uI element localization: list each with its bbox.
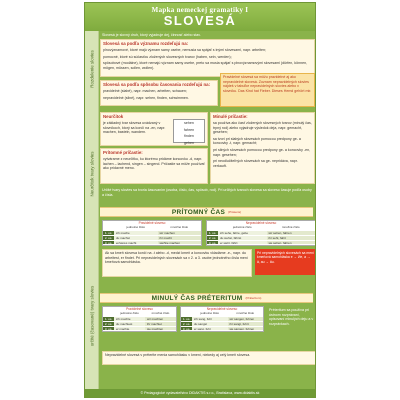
person-cell: 3. os.	[104, 240, 113, 245]
conjugation-cell: du sangst	[192, 322, 228, 326]
past-subtitle: (Präteritum)	[245, 296, 262, 300]
present-participle-heading: Prítomné príčastie:	[103, 150, 143, 155]
conjugation-cell: ihr sangt, fuhrt	[228, 322, 264, 326]
person-cell: 2. os.	[182, 321, 191, 326]
side-label-top: Rozdelenie slovies	[85, 31, 99, 106]
conjugation-cell: er sieht, fährt	[218, 241, 267, 245]
conjugation-cell: er machte	[114, 327, 145, 331]
infinitive-box	[100, 112, 208, 146]
present-regular-table: Pravidelné sloveso jednotné číslo množné číslo 1. os. ich mache wir machen 2. os. du machst ihr macht 3. os. er/sie/es macht sie/Sie machen	[102, 220, 202, 246]
present-irregular-table: Nepravidelné sloveso jednotné číslo množné číslo 1. os. ich sehe, fahre, gebe wir sehen, fahren 2. os. du siehst, fährst ihr seht, fahrt 3. os. er sieht, fährt sie sehen, fahren	[206, 220, 316, 246]
meaning-box	[100, 39, 315, 77]
person-cell: 3. os.	[182, 326, 191, 331]
conjugation-cell: ihr macht	[158, 236, 202, 240]
person-cell: 1. os.	[104, 317, 113, 321]
table-row	[207, 230, 315, 235]
past-participle-item: sa tvorí pri slabých slovesách pomocou predpony ge- a koncovky -t, napr. gemacht;	[213, 136, 301, 146]
past-participle-heading: Minulé príčastie:	[213, 114, 248, 119]
conjugation-heading: Slovesá sa podľa spôsobu časovania rozdeľujú na:	[103, 82, 211, 87]
conjugation-cell: ihr seht, fahrt	[267, 236, 316, 240]
present-participle-text: vytvárame z neurčitku, ku ktorému pridáme koncovku -d, napr. lachen – lachend, singen – singend. Príčastie sa môže používať ako prídavné meno.	[103, 157, 205, 171]
conjugation-cell: du siehst, fährst	[218, 236, 267, 240]
infinitive-examples: sehen fahren finden gehen	[173, 119, 205, 143]
conjugation-cell: sie sangen, fuhren	[228, 327, 264, 331]
person-cell: 1. os.	[104, 231, 113, 235]
conjugation-cell: sie sehen, fahren	[267, 241, 316, 245]
meaning-item: plnovýznamové, ktoré majú význam samy osebe, nemusia sa spájať s inými slovesami, napr. arbeiten;	[103, 48, 266, 52]
present-participle-box	[100, 148, 208, 184]
person-cell: 3. os.	[104, 326, 113, 331]
past-participle-item: pri neodlučiteľných slovesách sa ge- nepridáva, napr. verkauft.	[213, 159, 298, 168]
person-cell: 2. os.	[104, 235, 113, 240]
intro-text: Slovesá je slovný druh, ktorý vyjadruje dej, činnosť alebo stav.	[102, 33, 201, 37]
past-side-text: Préteritum sa používa pri ústnom rozprávaní, opisovaní minulých deju a v rozprávkach.	[269, 308, 314, 326]
grammar-chart-page	[84, 2, 316, 398]
past-regular-caption: Pravidelné sloveso	[126, 307, 153, 311]
past-irregular-caption: Nepravidelné sloveso	[206, 307, 238, 311]
table-row	[207, 240, 315, 245]
conjugation-cell: du machtest	[114, 322, 145, 326]
present-title: PRÍTOMNÝ ČAS	[171, 208, 226, 216]
bottom-note-box: Nepravidelné slovesá v préterite menia samohlásku v kmeni, niekedy aj celý kmeň slovesa.	[102, 351, 316, 365]
past-title: MINULÝ ČAS PRÉTERITUM	[151, 294, 243, 302]
person-cell: 1. os.	[208, 231, 217, 235]
page-header	[85, 3, 315, 31]
person-cell: 2. os.	[208, 235, 217, 240]
meaning-item: spôsobové (modálne), ktoré nemajú význam samy osebe, preto sa musia spájať s plnovýznamovými slovesami (dürfen, können, mögen, müssen, sollen, wollen).	[103, 61, 308, 70]
conjugation-cell: ich mache	[114, 231, 158, 235]
table-row	[207, 235, 315, 240]
meaning-item: pomocné, ktoré sú súčasťou zložených slovesných tvarov (haben, sein, werden);	[103, 54, 232, 59]
conjugation-cell: ich sang, fuhr	[192, 317, 228, 321]
conjugation-cell: wir sangen, fuhren	[228, 317, 264, 321]
conjugation-item: pravidelné (slabé), napr. machen, arbeiten, schauen;	[103, 89, 187, 93]
past-participle-item: sa používa ako časť zložených slovesných tvarov (minulý čas, trpný rod) alebo vyjadruje výsledok deja, napr. gemacht, gesehen;	[213, 121, 312, 135]
conjugation-cell: er/sie/es macht	[114, 241, 158, 245]
past-irregular-table: Nepravidelné sloveso jednotné číslo množné číslo 1. os. ich sang, fuhr wir sangen, fuhren 2. os. du sangst ihr sangt, fuhrt 3. os. er sang, fuhr sie sangen, fuhren	[180, 306, 264, 332]
infinitive-heading: Neurčitok	[103, 114, 124, 119]
table-row	[103, 235, 201, 240]
past-participle-box	[210, 112, 315, 184]
person-cell: 2. os.	[104, 321, 113, 326]
conjugation-cell: du machst	[114, 236, 158, 240]
table-row	[103, 321, 176, 326]
table-row	[103, 230, 201, 235]
conjugation-cell: sie machten	[145, 327, 176, 331]
footer-copyright: © Pedagogické vydavateľstvo DIDAKTIS s.r.o., Bratislava, www.didaktis.sk	[85, 389, 315, 397]
infinitive-text: je základný tvar slovesa uvádzaný v slovníkoch, ktorý sa končí na -en, napr. machen, basteln, wandern.	[103, 121, 166, 135]
present-band	[100, 207, 313, 217]
table-row	[103, 316, 176, 321]
table-row	[181, 321, 263, 326]
meaning-heading: Slovesá sa podľa významu rozdeľujú na:	[103, 41, 189, 46]
conjugation-cell: wir sehen, fahren	[267, 231, 316, 235]
past-regular-table: Pravidelné sloveso jednotné číslo množné číslo 1. os. ich machte wir machten 2. os. du machtest ihr machtet 3. os. er machte sie machten	[102, 306, 177, 332]
side-label-bottom: určité (časované) tvary slovies	[85, 241, 99, 391]
conjugation-cell: ihr machtet	[145, 322, 176, 326]
person-cell: 3. os.	[208, 240, 217, 245]
series-title: Mapka nemeckej gramatiky I	[151, 6, 249, 14]
finite-note: Určité tvary slovies sa tvoria časovaním (osoba, číslo, čas, spôsob, rod). Pri určitých tvaroch slovesa sa sloveso časuje podľa osoby a čísla.	[102, 188, 312, 197]
present-regular-caption: Pravidelné sloveso	[138, 221, 166, 225]
present-irregular-caption: Nepravidelné sloveso	[245, 221, 277, 225]
present-note-box: Ak sa kmeň slovesa končí na -t alebo -d, medzi kmeň a koncovku vkladáme -e-, napr. du arbeitest, er findet. Pri nepravidelných slovesách sa v 2. a 3. osobe jednotného čísla mení kmeňová samohláska.	[102, 249, 252, 277]
side-label-middle: Neurčitok tvary slovies	[85, 106, 99, 241]
conjugation-cell: ich machte	[114, 317, 145, 321]
person-cell: 1. os.	[182, 317, 191, 321]
table-row	[103, 326, 176, 331]
conjugation-cell: er sang, fuhr	[192, 327, 228, 331]
past-participle-item: pri silných slovesách pomocou predpony ge- a koncovky -en, napr. gesehen;	[213, 147, 311, 157]
past-band	[100, 293, 313, 303]
present-subtitle: (Präsens)	[228, 210, 242, 214]
red-note: Pri nepravidelných slovesách sa mení kmeňová samohláska e → i/ie, a → ä, au → äu.	[255, 249, 316, 275]
page-title: SLOVESÁ	[163, 13, 237, 28]
table-row	[181, 326, 263, 331]
table-row	[181, 316, 263, 321]
conjugation-item: nepravidelné (silné), napr. sehen, finden, schwimmen.	[103, 95, 189, 100]
conjugation-cell: ich sehe, fahre, gebe	[218, 231, 267, 235]
table-row	[103, 240, 201, 245]
conjugation-cell: wir machen	[158, 231, 202, 235]
conjugation-cell: wir machten	[145, 317, 176, 321]
orange-note: Pravidelné slovesá sa môžu pravidelné aj ako nepravidelné slovesá. Zoznam nepravidelných slovies nájdeš v tabuľke nepravidelných slovies alebo v slovníku. Das Kind hat Fieber. Dieses Hemd gehört mir.	[220, 73, 315, 107]
conjugation-cell: sie/Sie machen	[158, 241, 202, 245]
conjugation-box	[100, 80, 218, 106]
content-area	[100, 31, 313, 391]
